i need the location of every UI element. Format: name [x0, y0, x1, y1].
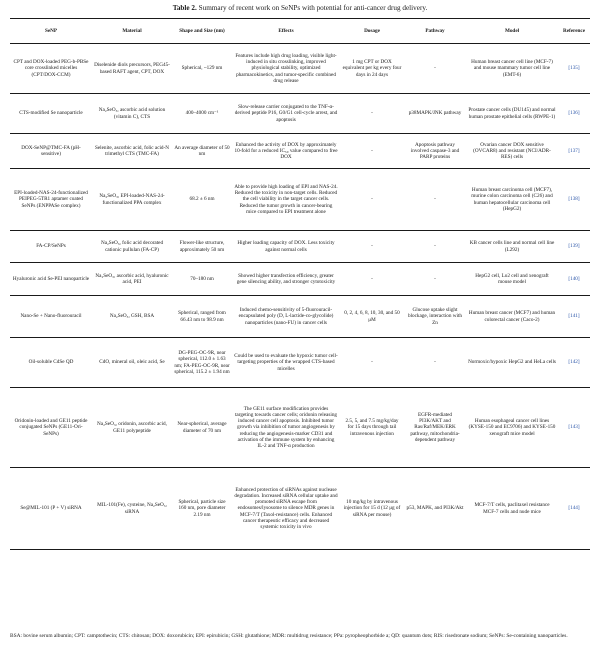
cell-material: CdO, mineral oil, oleic acid, Se — [92, 338, 172, 388]
cell-senp: Nano-Se + Nano-fluorouracil — [10, 296, 92, 338]
cell-effects: Enhanced protection of siRNAs against nuclease degradation. Increased siRNA cellular uptake and promoted siRNA escape from endosomes/lysosome to silence MDR genes in MCF-7/T (Taxol-resistance) cells. Enhanced cancer therapeutic efficacy and decreased systemic toxicity in vivo — [232, 468, 340, 550]
table-row — [10, 231, 590, 263]
reference-link[interactable]: [139] — [558, 231, 590, 263]
cell-shape: Spherical, ranged from 66.43 nm to 98.9 nm — [172, 296, 232, 338]
cell-senp: CTS-modified Se nanoparticle — [10, 94, 92, 134]
cell-shape: 70–180 nm — [172, 263, 232, 296]
table-row — [10, 338, 590, 388]
table-row — [10, 44, 590, 94]
cell-shape: DG-PEG-OC-9R, near spherical, 112.0 ± 1.63 nm; FA-PEG-OC-9R, near spherical, 115.2 ± 1.94 nm — [172, 338, 232, 388]
table-header-row — [10, 19, 590, 44]
cell-effects: Could be used to evaluate the hypoxic tumor cell-targeting properties of the wrapped CTS-based micelles — [232, 338, 340, 388]
table-row — [10, 388, 590, 468]
cell-pathway: EGFR-mediated PI3K/AKT and Ras/Raf/MEK/ERK pathway, mitochondria-dependent pathway — [404, 388, 466, 468]
cell-shape: An average diameter of 50 nm — [172, 134, 232, 169]
cell-senp: Oridonin-loaded and GE11 peptide conjugated SeNPs (GE11-Ori-SeNPs) — [10, 388, 92, 468]
cell-senp: Hyaluronic acid Se-PEI nanoparticle — [10, 263, 92, 296]
reference-link[interactable]: [143] — [558, 388, 590, 468]
cell-dosage: 2.5, 5, and 7.5 mg/kg/day for 15 days through tail intravenous injection — [340, 388, 404, 468]
cell-shape: 400–4000 cm⁻¹ — [172, 94, 232, 134]
cell-model: Human breast cancer cell line (MCF-7) and mouse mammary tumor cell line (EMT-6) — [466, 44, 558, 94]
cell-shape: Near-spherical, average diameter of 70 nm — [172, 388, 232, 468]
cell-pathway: - — [404, 231, 466, 263]
cell-material: Na₂SeO₃, GSH, BSA — [92, 296, 172, 338]
header-model: Model — [466, 19, 558, 44]
cell-material: Selenite, ascorbic acid, folic acid-N trimethyl CTS (TMC-FA) — [92, 134, 172, 169]
cell-model: HepG2 cell, Lo2 cell and xenograft mouse model — [466, 263, 558, 296]
cell-model: KB cancer cells line and normal cell line (L292) — [466, 231, 558, 263]
table-row — [10, 134, 590, 169]
cell-pathway: - — [404, 263, 466, 296]
table-footnote: BSA: bovine serum albumin; CPT: camptothecin; CTS: chitosan; DOX: doxorubicin; EPI: epirubicin; GSH: glutathione; MDR: multidrug resistance; PPa: pyropheophorbide a; QD: quantum dots; RIS: risedronate sodium; SeNPs: Se-containing nanoparticles. — [10, 633, 568, 639]
header-shape-size: Shape and Size (nm) — [172, 19, 232, 44]
header-effects: Effects — [232, 19, 340, 44]
summary-table — [10, 18, 590, 550]
cell-pathway: Glucose uptake slight blockage, interaction with Zn — [404, 296, 466, 338]
header-material: Material — [92, 19, 172, 44]
cell-dosage: 1 mg CPT or DOX equivalent per kg every four days in 24 days — [340, 44, 404, 94]
cell-effects: Features include high drug loading, visible light-induced in situ crosslinking, improved physiological stability, optimized pharmacokinetics, and tumor-specific combined drug release — [232, 44, 340, 94]
cell-material: Na₂SeO₃, EPI-loaded-NAS-24-functionalized PPA complex — [92, 169, 172, 231]
cell-dosage: - — [340, 263, 404, 296]
cell-effects: Showed higher transfection efficiency, greater gene silencing ability, and stronger cytotoxicity — [232, 263, 340, 296]
cell-material: Na₂SeO₃, ascorbic acid solution (vitamin C), CTS — [92, 94, 172, 134]
cell-dosage: 0, 2, 4, 6, 8, 10, 30, and 50 μM — [340, 296, 404, 338]
reference-link[interactable]: [136] — [558, 94, 590, 134]
reference-link[interactable]: [141] — [558, 296, 590, 338]
header-senp: SeNP — [10, 19, 92, 44]
cell-model: Ovarian cancer DOX sensitive (OVCAR8) and resistant (NCI/ADR-RES) cells — [466, 134, 558, 169]
cell-pathway: - — [404, 44, 466, 94]
table-row — [10, 296, 590, 338]
cell-senp: Se@MIL-101 (P + V) siRNA — [10, 468, 92, 550]
header-reference: Reference — [558, 19, 590, 44]
reference-link[interactable]: [140] — [558, 263, 590, 296]
cell-pathway: p38MAPK/JNK pathway — [404, 94, 466, 134]
cell-model: Human esophageal cancer cell lines (KYSE-150 and EC9706) and KYSE-150 xenograft mice model — [466, 388, 558, 468]
table-row — [10, 169, 590, 231]
cell-shape: Spherical, particle size 160 nm, pore diameter 2.19 nm — [172, 468, 232, 550]
table-caption-text: Summary of recent work on SeNPs with potential for anti-cancer drug delivery. — [198, 4, 428, 12]
cell-model: Human breast carcinoma cell (MCF7), murine colon carcinoma cell (C26) and human hepatocellular carcinoma cell (HepG2) — [466, 169, 558, 231]
reference-link[interactable]: [138] — [558, 169, 590, 231]
cell-model: Human breast cancer (MCF7) and human colorectal cancer (Caco-2) — [466, 296, 558, 338]
table-row — [10, 468, 590, 550]
cell-shape: Spherical, ~129 nm — [172, 44, 232, 94]
cell-dosage: - — [340, 231, 404, 263]
table-row — [10, 263, 590, 296]
cell-senp: EPI-loaded-NAS-24-functionalized PEIPEG-5TR1 aptamer coated SeNPs (ENPPASe complex) — [10, 169, 92, 231]
cell-dosage: - — [340, 169, 404, 231]
cell-effects: Higher loading capacity of DOX. Less toxicity against normal cells — [232, 231, 340, 263]
reference-link[interactable]: [142] — [558, 338, 590, 388]
reference-link[interactable]: [137] — [558, 134, 590, 169]
cell-dosage: - — [340, 94, 404, 134]
cell-dosage: - — [340, 338, 404, 388]
reference-link[interactable]: [144] — [558, 468, 590, 550]
table-caption-label: Table 2. — [172, 4, 197, 12]
cell-senp: Oil-soluble CdSe QD — [10, 338, 92, 388]
cell-dosage: - — [340, 134, 404, 169]
cell-dosage: 10 mg/kg by intravenous injection for 15 d (12 μg of siRNA per mouse) — [340, 468, 404, 550]
cell-model: MCF-7/T cells, paclitaxel resistance MCF-7 cells and nude mice — [466, 468, 558, 550]
cell-pathway: - — [404, 338, 466, 388]
table-caption — [0, 4, 600, 13]
cell-pathway: - — [404, 169, 466, 231]
cell-effects: Slow-release carrier conjugated to the TNF-α-derived peptide P16, G0/G1 cell-cycle arrest, and apoptosis — [232, 94, 340, 134]
cell-material: Na₂SeO₃, folic acid decorated cationic pullulan (FA-CP) — [92, 231, 172, 263]
cell-model: Prostate cancer cells (DU145) and normal human prostate epithelial cells (RWPE-1) — [466, 94, 558, 134]
cell-material: MIL-101(Fe), cysteine, Na₂SeO₃, siRNA — [92, 468, 172, 550]
cell-effects: Able to provide high loading of EPI and NAS-24. Reduced the toxicity in non-target cells. Reduced the cell viability in the target cancer cells. Reduced the tumor growth in cancer-bearing mice compared to EPI treatment alone — [232, 169, 340, 231]
cell-pathway: p53, MAPK, and PI3K/Akt — [404, 468, 466, 550]
cell-senp: DOX-SeNP@TMC-FA (pH-sensitive) — [10, 134, 92, 169]
cell-shape: Flower-like structure, approximately 50 nm — [172, 231, 232, 263]
cell-effects: Induced chemo-sensitivity of 5-fluorouracil-encapsulated poly (D, L-lactide-co-glycolide) nanoparticles (nano-FU) in cancer cells — [232, 296, 340, 338]
cell-model: Normoxic/hypoxic HepG2 and HeLa cells — [466, 338, 558, 388]
cell-effects: Enhanced the activity of DOX by approximately 10-fold for a reduced IC₅₀ value compared to free DOX — [232, 134, 340, 169]
cell-material: Na₂SeO₃, oridonin, ascorbic acid, GE11 polypeptide — [92, 388, 172, 468]
cell-shape: 68.2 ± 6 nm — [172, 169, 232, 231]
cell-senp: FA-CP/SeNPs — [10, 231, 92, 263]
header-dosage: Dosage — [340, 19, 404, 44]
reference-link[interactable]: [135] — [558, 44, 590, 94]
table-row — [10, 94, 590, 134]
header-pathway: Pathway — [404, 19, 466, 44]
cell-senp: CPT and DOX-loaded PEG-b-PBSe core crosslinked micelles (CPT/DOX-CCM) — [10, 44, 92, 94]
cell-effects: The GE11 surface modification provides targeting towards cancer cells; oridonin releasing induced cancer cell apoptosis. Inhibited tumor growth via inhibition of tumor angiogenesis by reducing the angiogenesis-marker CD31 and activation of the immune system by enhancing IL-2 and TNF-α production — [232, 388, 340, 468]
cell-material: Diselenide diols precursors, PEG45-based RAFT agent, CPT, DOX — [92, 44, 172, 94]
cell-pathway: Apoptosis pathway involved caspase-3 and PARP proteins — [404, 134, 466, 169]
cell-material: Na₂SeO₃, ascorbic acid, hyaluronic acid, PEI — [92, 263, 172, 296]
